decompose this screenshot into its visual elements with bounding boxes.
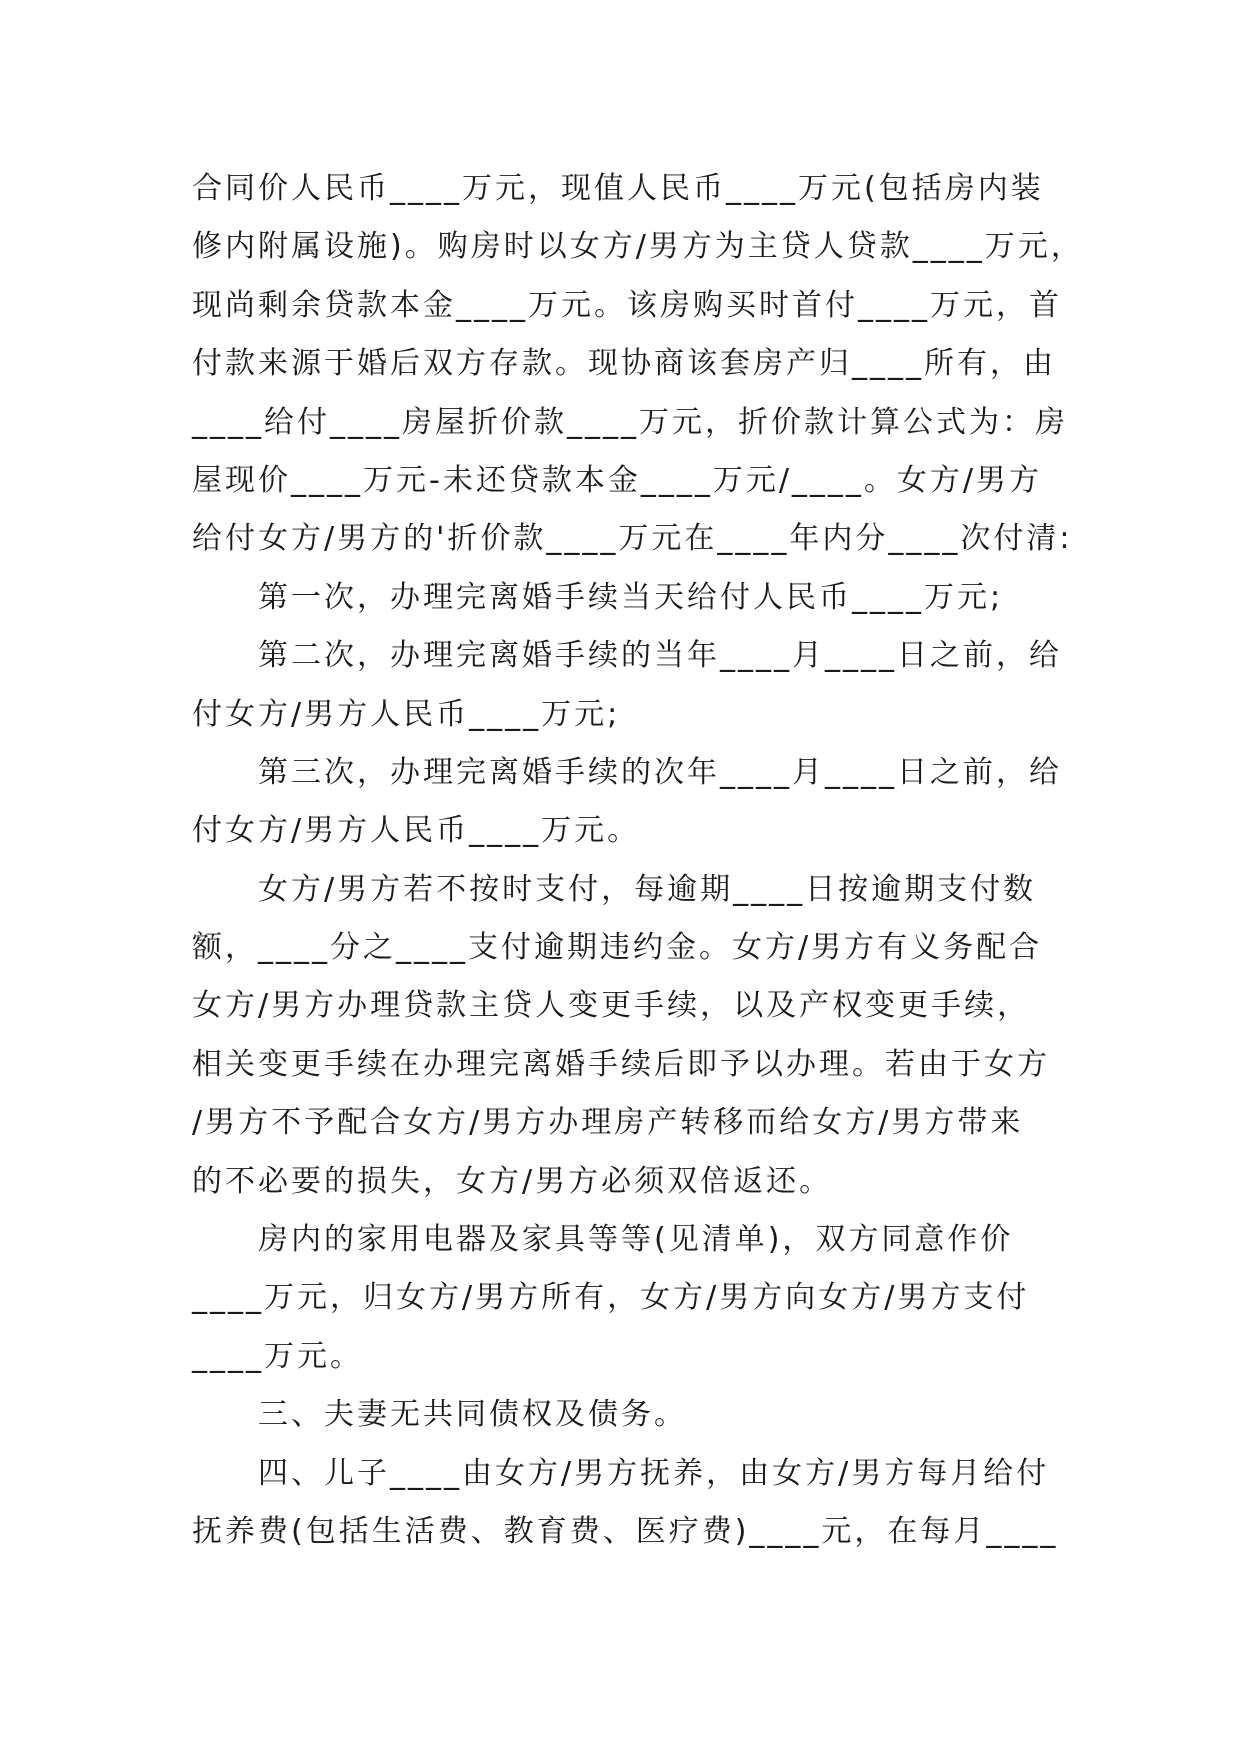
text-line: 第一次，办理完离婚手续当天给付人民币____万元; xyxy=(192,579,1004,615)
text-line: 相关变更手续在办理完离婚手续后即予以办理。若由于女方 xyxy=(192,1046,1050,1082)
text-line: 第三次，办理完离婚手续的次年____月____日之前，给 xyxy=(192,754,1062,790)
text-line: 付女方/男方人民币____万元; xyxy=(192,696,621,732)
text-line: 抚养费(包括生活费、教育费、医疗费)____元，在每月____ xyxy=(192,1513,1059,1549)
text-line: 付款来源于婚后双方存款。现协商该套房产归____所有，由 xyxy=(192,346,1056,382)
text-line: 女方/男方若不按时支付，每逾期____日按逾期支付数 xyxy=(192,871,1037,907)
text-line: ____万元，归女方/男方所有，女方/男方向女方/男方支付 xyxy=(192,1280,1030,1316)
text-line: 房内的家用电器及家具等等(见清单)，双方同意作价 xyxy=(192,1222,1014,1258)
text-line: 的不必要的损失，女方/男方必须双倍返还。 xyxy=(192,1163,833,1199)
text-line: 第二次，办理完离婚手续的当年____月____日之前，给 xyxy=(192,638,1062,674)
text-line: 额，____分之____支付逾期违约金。女方/男方有义务配合 xyxy=(192,930,1043,966)
text-line: 现尚剩余贷款本金____万元。该房购买时首付____万元，首 xyxy=(192,287,1062,323)
text-line: 三、夫妻无共同债权及债务。 xyxy=(192,1397,687,1433)
document-body xyxy=(192,160,1084,1561)
text-line: 女方/男方办理贷款主贷人变更手续，以及产权变更手续， xyxy=(192,988,1031,1024)
text-line: 修内附属设施)。购房时以女方/男方为主贷人贷款____万元， xyxy=(192,229,1084,265)
text-line: 四、儿子____由女方/男方抚养，由女方/男方每月给付 xyxy=(192,1455,1050,1491)
text-line: 付女方/男方人民币____万元。 xyxy=(192,813,641,849)
text-line: 屋现价____万元-未还贷款本金____万元/____。女方/男方 xyxy=(192,462,1043,498)
text-line: /男方不予配合女方/男方办理房产转移而给女方/男方带来 xyxy=(192,1105,1024,1141)
text-line: 给付女方/男方的'折价款____万元在____年内分____次付清: xyxy=(192,521,1073,557)
text-line: ____给付____房屋折价款____万元，折价款计算公式为：房 xyxy=(192,404,1068,440)
text-line: 合同价人民币____万元，现值人民币____万元(包括房内装 xyxy=(192,171,1044,206)
text-line: ____万元。 xyxy=(192,1338,363,1374)
